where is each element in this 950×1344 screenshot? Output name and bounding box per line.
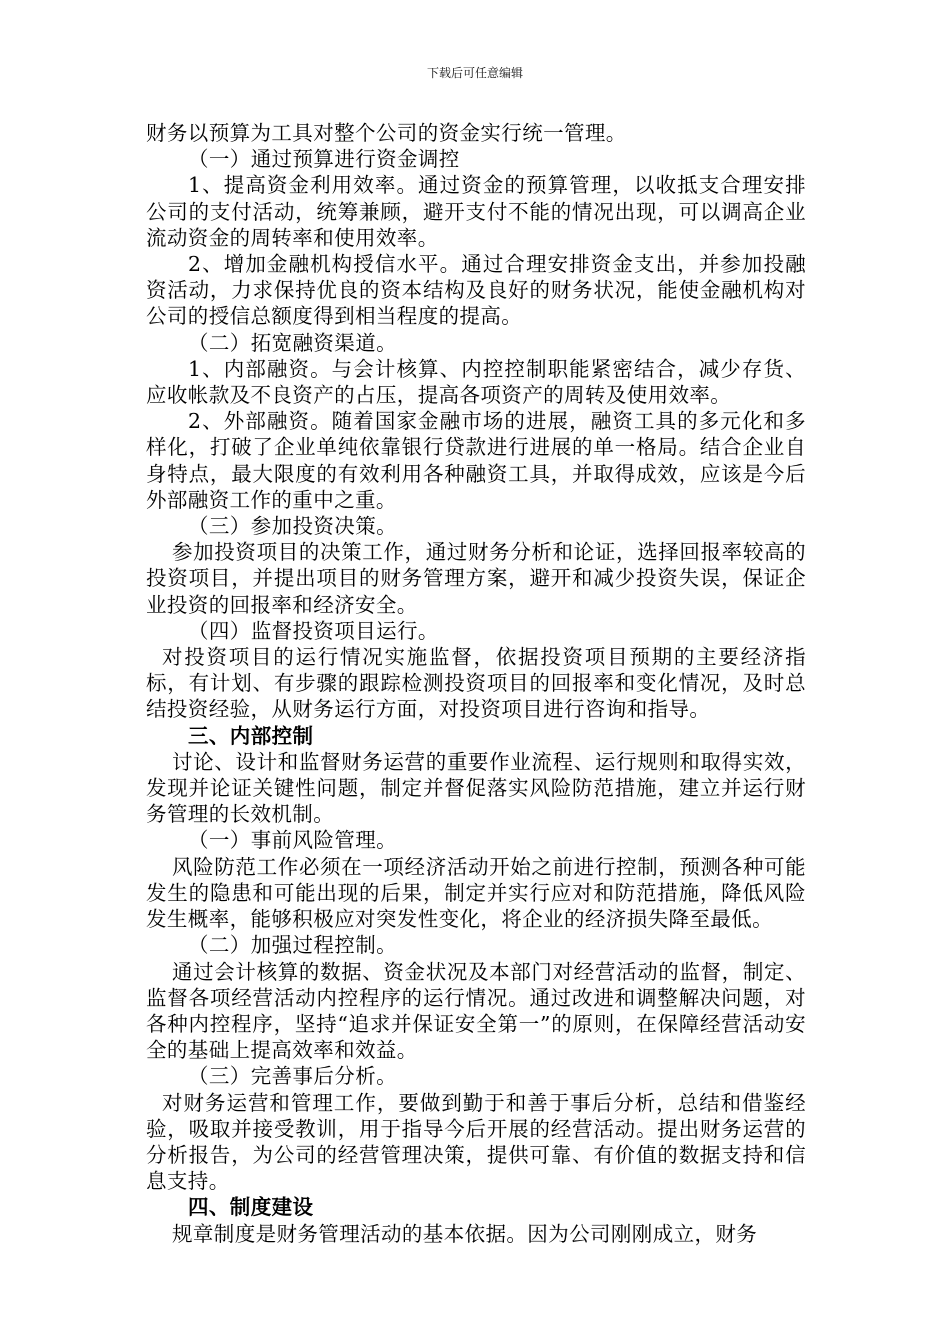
paragraph: 对财务运营和管理工作，要做到勤于和善于事后分析，总结和借鉴经验，吸取并接受教训，用于指导今后开展的经营活动。提出财务运营的分析报告，为公司的经营管理决策，提供可靠、有价值的数据支持和信息支持。	[146, 1090, 806, 1194]
paragraph: 规章制度是财务管理活动的基本依据。因为公司刚刚成立，财务	[172, 1221, 758, 1246]
paragraph: 1、内部融资。与会计核算、内控控制职能紧密结合，减少存货、应收帐款及不良资产的占压，提高各项资产的周转及使用效率。	[146, 356, 806, 408]
paragraph: 对投资项目的运行情况实施监督，依据投资项目预期的主要经济指标，有计划、有步骤的跟踪检测投资项目的回报率和变化情况，及时总结投资经验，从财务运行方面，对投资项目进行咨询和指导。	[146, 645, 806, 722]
paragraph: （四）监督投资项目运行。	[188, 618, 439, 643]
paragraph: （三）完善事后分析。	[188, 1064, 397, 1089]
paragraph: （三）参加投资决策。	[188, 514, 397, 539]
paragraph: （二）加强过程控制。	[188, 933, 397, 958]
paragraph: 2、外部融资。随着国家金融市场的进展，融资工具的多元化和多样化，打破了企业单纯依靠银行贷款进行进展的单一格局。结合企业自身特点，最大限度的有效利用各种融资工具，并取得成效，应该是今后外部融资工作的重中之重。	[146, 409, 806, 512]
paragraph: 财务以预算为工具对整个公司的资金实行统一管理。	[146, 121, 627, 145]
document-body	[146, 120, 806, 1247]
section-heading: 三、内部控制	[188, 723, 314, 748]
paragraph: （一）通过预算进行资金调控	[188, 147, 460, 172]
paragraph: 通过会计核算的数据、资金状况及本部门对经营活动的监督，制定、监督各项经营活动内控程序的运行情况。通过改进和调整解决问题，对各种内控程序，坚持“追求并保证安全第一”的原则，在保障经营活动安全的基础上提高效率和效益。	[146, 959, 806, 1063]
paragraph: 风险防范工作必须在一项经济活动开始之前进行控制，预测各种可能发生的隐患和可能出现的后果，制定并实行应对和防范措施，降低风险发生概率，能够积极应对突发性变化，将企业的经济损失降至最低。	[146, 854, 806, 932]
paragraph: （二）拓宽融资渠道。	[188, 330, 397, 355]
paragraph: 2、增加金融机构授信水平。通过合理安排资金支出，并参加投融资活动，力求保持优良的资本结构及良好的财务状况，能使金融机构对公司的授信总额度得到相当程度的提高。	[146, 252, 806, 329]
page-header: 下载后可任意编辑	[426, 66, 523, 80]
paragraph: （一）事前风险管理。	[188, 828, 397, 853]
section-heading: 四、制度建设	[188, 1195, 314, 1220]
paragraph: 参加投资项目的决策工作，通过财务分析和论证，选择回报率较高的投资项目，并提出项目的财务管理方案，避开和减少投资失误，保证企业投资的回报率和经济安全。	[146, 540, 806, 617]
paragraph: 1、提高资金利用效率。通过资金的预算管理，以收抵支合理安排公司的支付活动，统筹兼顾，避开支付不能的情况出现，可以调高企业流动资金的周转率和使用效率。	[146, 173, 806, 250]
paragraph: 讨论、设计和监督财务运营的重要作业流程、运行规则和取得实效，发现并论证关键性问题，制定并督促落实风险防范措施，建立并运行财务管理的长效机制。	[146, 749, 806, 827]
